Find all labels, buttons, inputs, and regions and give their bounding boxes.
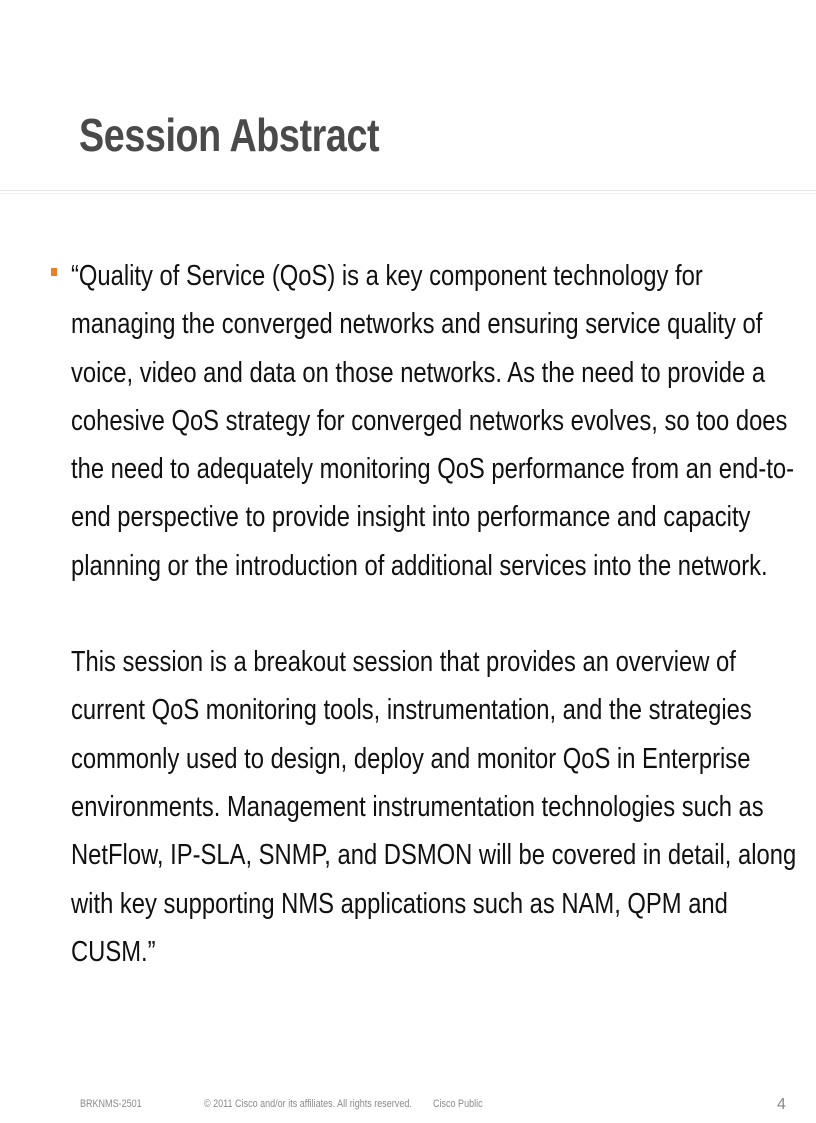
text-line: current QoS monitoring tools, instrumentation, and the strategies [71, 694, 752, 727]
text-line: cohesive QoS strategy for converged networks evolves, so too does [71, 404, 788, 437]
text-line: end perspective to provide insight into performance and capacity [71, 501, 751, 534]
text-line: commonly used to design, deploy and monitor QoS in Enterprise [71, 742, 751, 775]
footer-session-code: BRKNMS-2501 [80, 1098, 142, 1110]
text-line: This session is a breakout session that provides an overview of [71, 646, 736, 679]
title-divider [0, 190, 816, 194]
abstract-paragraph-2 [71, 638, 797, 976]
text-line: NetFlow, IP-SLA, SNMP, and DSMON will be covered in detail, along [71, 839, 797, 872]
text-line: managing the converged networks and ensuring service quality of [71, 308, 763, 341]
bullet-square-icon [51, 268, 57, 276]
text-line: planning or the introduction of additional services into the network. [71, 549, 768, 582]
text-line: with key supporting NMS applications such as NAM, QPM and [71, 887, 728, 920]
abstract-paragraph-1 [71, 252, 795, 590]
text-line: CUSM.” [71, 935, 156, 968]
text-line: the need to adequately monitoring QoS performance from an end-to- [71, 453, 795, 486]
page-number: 4 [777, 1096, 786, 1113]
slide-title: Session Abstract [79, 109, 380, 161]
footer-classification: Cisco Public [433, 1098, 483, 1110]
text-line: “Quality of Service (QoS) is a key component technology for [71, 260, 703, 292]
text-line: voice, video and data on those networks. As the need to provide a [71, 356, 766, 389]
footer-copyright: © 2011 Cisco and/or its affiliates. All rights reserved. [204, 1098, 412, 1110]
text-line: environments. Management instrumentation technologies such as [71, 790, 764, 823]
abstract-body [71, 252, 797, 976]
